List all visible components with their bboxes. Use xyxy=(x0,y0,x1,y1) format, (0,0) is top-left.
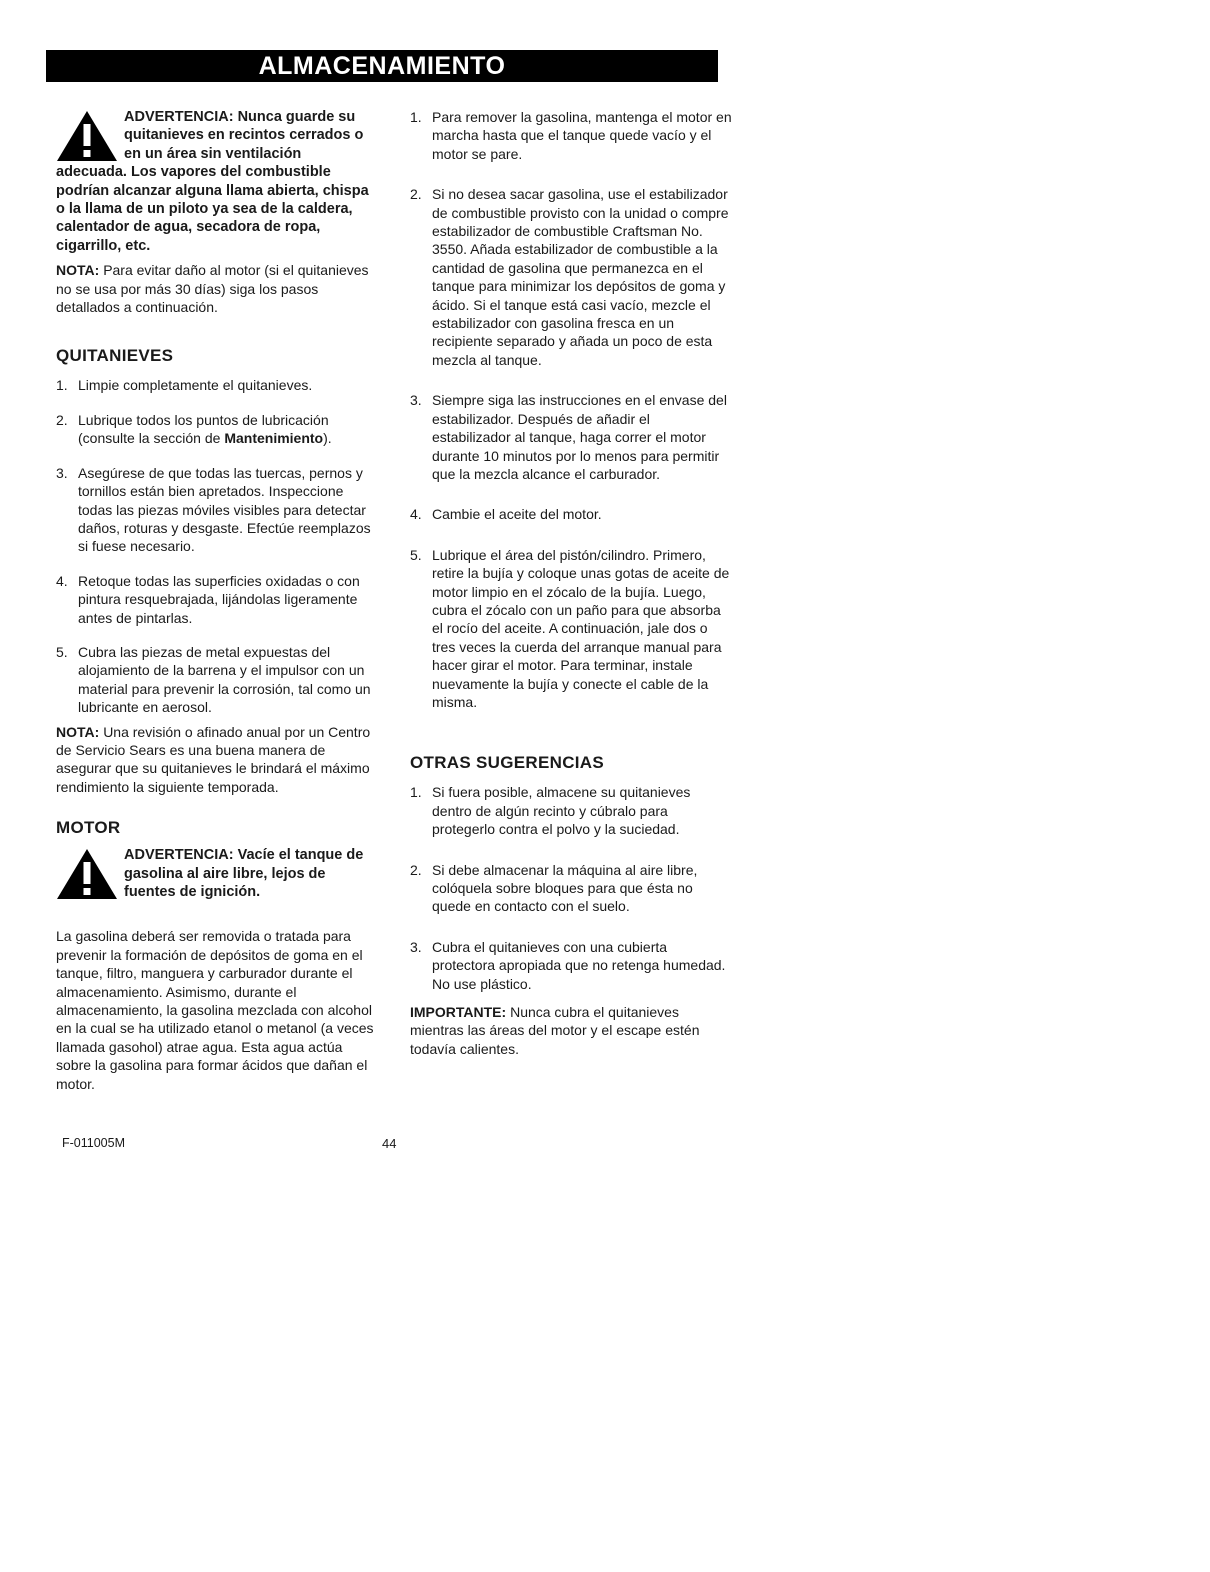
motor-heading: MOTOR xyxy=(56,818,121,838)
list-item: 2. Si no desea sacar gasolina, use el estabilizador de combustible provisto con la unidad o compre estabilizador de combustible Craftsman No. 3550. Añada estabilizador de combustible a la cantidad de gasolina que permanezca en el tanque para minimizar los depósitos de goma y ácido. Si el tanque está casi vacío, mezcle el estabilizador con gasolina fresca en un recipiente separado y añada un poco de esta mezcla al tanque. xyxy=(410,186,729,368)
importante-label: IMPORTANTE: xyxy=(410,1004,507,1021)
otras-sugerencias-heading: OTRAS SUGERENCIAS xyxy=(410,753,605,773)
list-item: 3. Siempre siga las instrucciones en el envase del estabilizador. Después de añadir el estabilizador al tanque, haga correr el motor durante 10 minutos por lo menos para permitir que la mezcla alcance el carburador. xyxy=(410,392,727,482)
list-item: 1. Limpie completamente el quitanieves. xyxy=(56,377,313,394)
list-item: 1. Para remover la gasolina, mantenga el motor en marcha hasta que el tanque quede vacío y el motor se pare. xyxy=(410,109,732,162)
list-item: 3. Cubra el quitanieves con una cubierta protectora apropiada que no retenga humedad. No use plástico. xyxy=(410,938,726,992)
page-title: ALMACENAMIENTO xyxy=(46,50,718,82)
quitanieves-heading: QUITANIEVES xyxy=(56,346,174,366)
list-item: 5. Cubra las piezas de metal expuestas del alojamiento de la barrena y el impulsor con un material para prevenir la corrosión, tal como un lubricante en aerosol. xyxy=(56,643,371,716)
left-column xyxy=(56,108,374,1093)
warning-text: ADVERTENCIA: Vacíe el tanque de gasolina al aire libre, lejos de fuentes de ignición. xyxy=(124,847,364,900)
warning-text: ADVERTENCIA: Nunca guarde su quitanieves en recintos cerrados o en un área sin ventilación adecuada. Los vapores del combustible podrían alcanzar alguna llama abierta, chispa o la llama de un piloto ya sea de la caldera, calentador de agua, secadora de ropa, cigarrillo, etc. xyxy=(56,109,369,254)
motor-warning xyxy=(56,846,374,901)
nota-label: NOTA: xyxy=(56,262,100,279)
motor-steps xyxy=(410,108,732,711)
storage-warning xyxy=(56,108,374,255)
nota-revision-paragraph xyxy=(56,723,374,797)
list-item: 2. Lubrique todos los puntos de lubricación (consulte la sección de Mantenimiento). xyxy=(56,411,332,447)
nota-label: NOTA: xyxy=(56,723,100,740)
page-number: 44 xyxy=(382,1136,397,1151)
list-item: 3. Asegúrese de que todas las tuercas, pernos y tornillos están bien apretados. Inspeccione todas las piezas móviles visibles para detectar daños, roturas y desgaste. Efectúe reemplazos si fuese necesario. xyxy=(56,464,371,555)
list-item: 1. Si fuera posible, almacene su quitanieves dentro de algún recinto y cúbralo para protegerlo contra el polvo y la suciedad. xyxy=(410,784,691,838)
warning-triangle-icon xyxy=(56,848,118,900)
list-item: 2. Si debe almacenar la máquina al aire libre, colóquela sobre bloques para que ésta no quede en contacto con el suelo. xyxy=(410,861,698,915)
quitanieves-steps xyxy=(56,376,374,716)
importante-text: Nunca cubra el quitanieves mientras las áreas del motor y el escape estén todavía calientes. xyxy=(410,1004,700,1057)
nota-text: Para evitar daño al motor (si el quitanieves no se usa por más 30 días) siga los pasos detallados a continuación. xyxy=(56,262,369,316)
list-item: 4. Retoque todas las superficies oxidadas o con pintura resquebrajada, lijándolas ligeramente antes de pintarlas. xyxy=(56,572,360,626)
importante-paragraph xyxy=(410,1003,732,1058)
motor-paragraph: La gasolina deberá ser removida o tratada para prevenir la formación de depósitos de goma en el tanque, filtro, manguera y carburador durante el almacenamiento. Asimismo, durante el almacenamiento, la gasolina mezclada con alcohol en la cual se ha utilizado etanol o metanol (a veces llamada gasohol) atrae agua. Esta agua actúa sobre la gasolina para formar ácidos que dañan el motor. xyxy=(56,928,374,1092)
mantenimiento-reference: Mantenimiento xyxy=(224,430,324,447)
list-item: 4. Cambie el aceite del motor. xyxy=(410,506,602,523)
otras-steps xyxy=(410,783,732,993)
right-column xyxy=(410,108,732,1058)
nota-paragraph xyxy=(56,261,374,316)
list-item: 5. Lubrique el área del pistón/cilindro. Primero, retire la bujía y coloque unas gotas de aceite de motor limpio en el zócalo de la bujía. Luego, cubra el zócalo con un paño para que absorba el rocío del aceite. A continuación, jale dos o tres veces la cuerda del arranque manual para hacer girar el motor. Para terminar, instale nuevamente la bujía y conecte el cable de la misma. xyxy=(410,546,730,710)
nota-text: Una revisión o afinado anual por un Centro de Servicio Sears es una buena manera de asegurar que su quitanieves le brindará el máximo rendimiento la siguiente temporada. xyxy=(56,723,371,795)
document-code: F-011005M xyxy=(62,1136,125,1150)
warning-triangle-icon xyxy=(56,110,118,162)
